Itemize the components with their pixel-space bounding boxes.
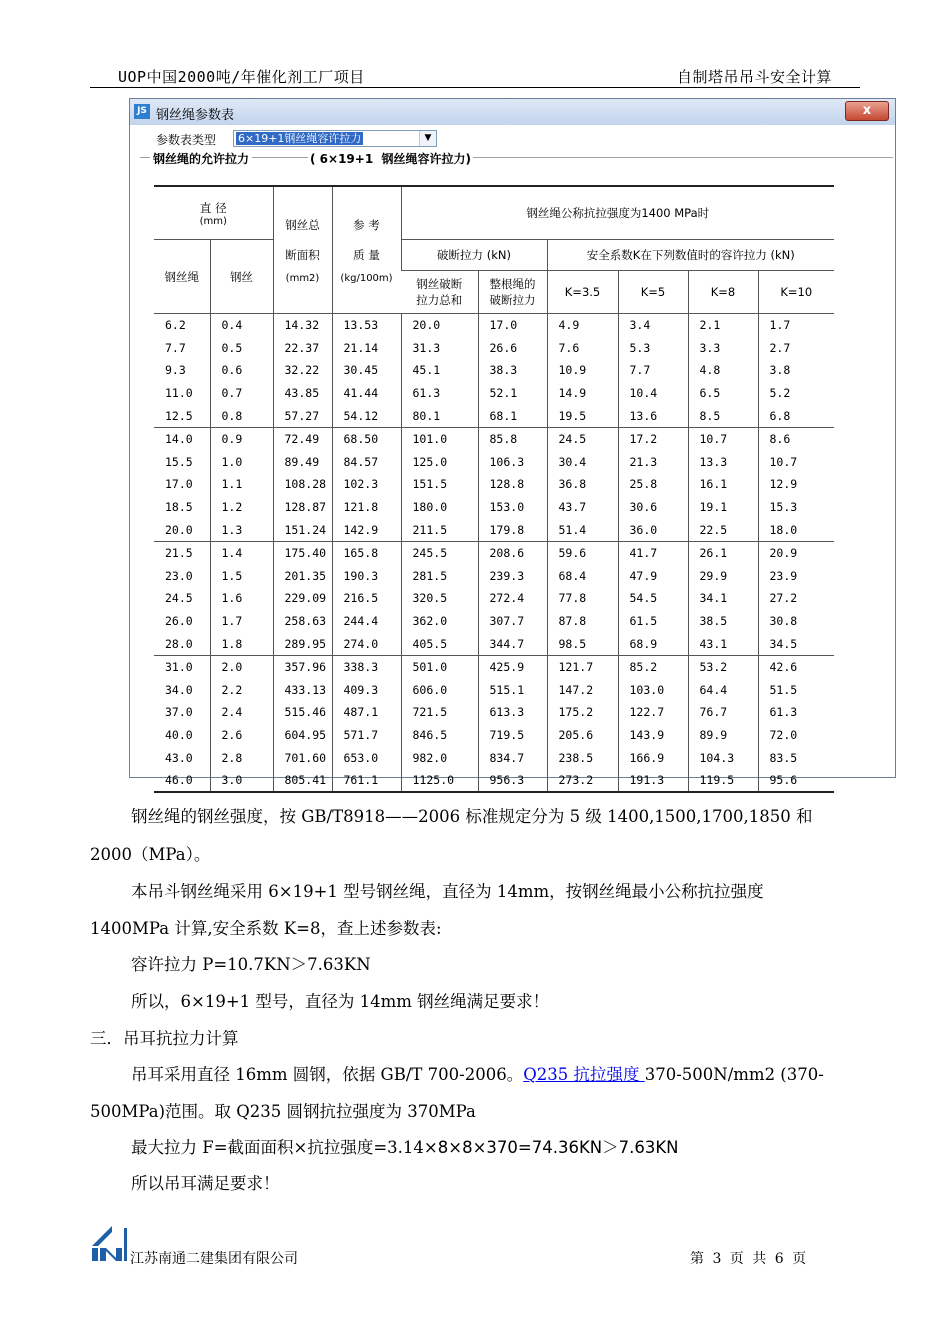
table-cell: 85.8 (478, 427, 547, 450)
rope-tension-table (154, 185, 834, 793)
table-row (154, 769, 834, 793)
table-cell: 13.6 (618, 404, 688, 427)
paragraph-max-tension: 最大拉力 F=截面面积×抗拉强度=3.14×8×8×370=74.36KN＞7.63KN (131, 1138, 679, 1157)
type-label: 参数表类型 (156, 133, 217, 147)
table-cell: 34.5 (758, 632, 834, 655)
table-cell: 6.2 (165, 318, 186, 333)
table-cell: 31.0 (165, 660, 193, 675)
table-cell: 1.5 (210, 565, 273, 588)
table-cell: 95.6 (758, 769, 834, 793)
table-cell: 11.0 (165, 386, 193, 401)
group-title: 钢丝绳的允许拉力 (150, 150, 252, 167)
table-cell: 281.5 (401, 565, 478, 588)
table-cell: 0.8 (210, 404, 273, 427)
table-cell: 13.3 (688, 451, 758, 474)
paragraph-lug-material-cont: 500MPa)范围。取 Q235 圆钢抗拉强度为 370MPa (90, 1102, 476, 1121)
table-cell: 14.0 (165, 432, 193, 447)
table-cell: 57.27 (273, 404, 332, 427)
header-break-sum: 钢丝破断 拉力总和 (401, 271, 478, 314)
table-cell: 405.5 (401, 632, 478, 655)
table-cell: 6.5 (688, 382, 758, 405)
table-cell: 121.7 (547, 655, 618, 678)
table-cell: 61.3 (758, 701, 834, 724)
table-cell: 83.5 (758, 746, 834, 769)
table-cell: 61.3 (401, 382, 478, 405)
table-cell: 3.3 (688, 337, 758, 360)
table-cell: 103.0 (618, 679, 688, 702)
table-row (154, 701, 834, 724)
table-row (154, 496, 834, 519)
header-wire: 钢丝 (210, 240, 273, 314)
table-row (154, 359, 834, 382)
table-cell: 22.37 (273, 337, 332, 360)
table-cell: 24.5 (165, 591, 193, 606)
table-cell: 72.0 (758, 724, 834, 747)
table-cell: 80.1 (401, 404, 478, 427)
table-cell: 20.0 (154, 518, 210, 541)
table-row (154, 518, 834, 541)
table-cell: 51.5 (758, 679, 834, 702)
table-cell: 47.9 (618, 565, 688, 588)
table-cell: 1.4 (210, 541, 273, 564)
table-row (154, 632, 834, 655)
table-cell: 357.96 (273, 655, 332, 678)
table-cell: 142.9 (332, 518, 401, 541)
table-row (154, 746, 834, 769)
table-cell: 338.3 (332, 655, 401, 678)
table-cell: 37.0 (165, 705, 193, 720)
table-row (154, 565, 834, 588)
type-select[interactable] (233, 130, 437, 147)
table-row (154, 679, 834, 702)
table-cell: 2.0 (210, 655, 273, 678)
table-cell: 433.13 (273, 679, 332, 702)
table-cell: 51.4 (547, 518, 618, 541)
header-k5: K=5 (618, 271, 688, 314)
table-cell: 2.4 (210, 701, 273, 724)
group-divider (140, 157, 893, 158)
table-cell: 26.1 (688, 541, 758, 564)
table-cell: 1.0 (210, 451, 273, 474)
table-cell: 41.7 (618, 541, 688, 564)
table-cell: 761.1 (332, 769, 401, 793)
table-cell: 68.1 (478, 404, 547, 427)
table-cell: 72.49 (273, 427, 332, 450)
table-cell: 1.7 (758, 314, 834, 337)
table-cell: 211.5 (401, 518, 478, 541)
table-cell: 41.44 (332, 382, 401, 405)
header-doc-title: 自制塔吊吊斗安全计算 (676, 68, 832, 86)
table-cell: 23.0 (165, 568, 193, 583)
table-row (154, 337, 834, 360)
table-cell: 10.7 (688, 427, 758, 450)
table-cell: 425.9 (478, 655, 547, 678)
table-cell: 1.7 (210, 610, 273, 633)
table-cell: 165.8 (332, 541, 401, 564)
paragraph-rope-choice: 本吊斗钢丝绳采用 6×19+1 型号钢丝绳，直径为 14mm，按钢丝绳最小公称抗拉强度 (131, 882, 764, 901)
table-cell: 54.5 (618, 587, 688, 610)
table-cell: 23.9 (758, 565, 834, 588)
table-cell: 238.5 (547, 746, 618, 769)
header-diameter: 直 径 (mm) (154, 186, 273, 240)
table-cell: 244.4 (332, 610, 401, 633)
q235-strength-link[interactable]: Q235 抗拉强度 (523, 1065, 645, 1084)
table-cell: 3.0 (210, 769, 273, 793)
table-cell: 320.5 (401, 587, 478, 610)
table-cell: 344.7 (478, 632, 547, 655)
table-cell: 16.1 (688, 473, 758, 496)
table-cell: 258.63 (273, 610, 332, 633)
header-rope: 钢丝绳 (154, 240, 210, 314)
table-cell: 38.5 (688, 610, 758, 633)
table-cell: 19.5 (547, 404, 618, 427)
table-cell: 362.0 (401, 610, 478, 633)
table-cell: 719.5 (478, 724, 547, 747)
window-titlebar[interactable] (130, 99, 895, 125)
table-cell: 30.4 (547, 451, 618, 474)
table-cell: 40.0 (165, 727, 193, 742)
table-cell: 245.5 (401, 541, 478, 564)
table-cell: 956.3 (478, 769, 547, 793)
table-cell: 604.95 (273, 724, 332, 747)
company-logo-icon (90, 1224, 128, 1262)
header-safe-factor: 安全系数K在下列数值时的容许拉力 (kN) (547, 240, 834, 271)
table-cell: 1.8 (210, 632, 273, 655)
table-cell: 43.7 (547, 496, 618, 519)
header-project: UOP中国2000吨/年催化剂工厂项目 (118, 68, 365, 86)
header-break-whole: 整根绳的 破断拉力 (478, 271, 547, 314)
table-cell: 36.0 (618, 518, 688, 541)
table-cell: 487.1 (332, 701, 401, 724)
table-cell: 30.45 (332, 359, 401, 382)
table-cell: 0.7 (210, 382, 273, 405)
table-row (154, 610, 834, 633)
header-strength: 钢丝绳公称抗拉强度为1400 MPa时 (401, 186, 834, 240)
table-cell: 42.6 (758, 655, 834, 678)
table-cell: 64.4 (688, 679, 758, 702)
paragraph-lug-material: 吊耳采用直径 16mm 圆钢，依据 GB/T 700-2006。Q235 抗拉强度 370-500N/mm2 (370- (131, 1065, 824, 1084)
table-cell: 89.9 (688, 724, 758, 747)
table-row (154, 587, 834, 610)
table-cell: 10.4 (618, 382, 688, 405)
table-row (154, 655, 834, 678)
paragraph-strength-grades: 钢丝绳的钢丝强度，按 GB/T8918——2006 标准规定分为 5 级 1400,1500,1700,1850 和 (131, 807, 813, 826)
table-cell: 982.0 (401, 746, 478, 769)
table-cell: 98.5 (547, 632, 618, 655)
table-cell: 43.85 (273, 382, 332, 405)
table-cell: 102.3 (332, 473, 401, 496)
table-cell: 53.2 (688, 655, 758, 678)
table-cell: 43.1 (688, 632, 758, 655)
table-row (154, 724, 834, 747)
table-cell: 52.1 (478, 382, 547, 405)
rope-parameter-window (129, 98, 896, 788)
table-cell: 606.0 (401, 679, 478, 702)
paragraph-rope-choice-cont: 1400MPa 计算,安全系数 K=8，查上述参数表: (90, 919, 442, 938)
table-cell: 216.5 (332, 587, 401, 610)
table-cell: 653.0 (332, 746, 401, 769)
table-cell: 13.53 (332, 314, 401, 337)
table-cell: 175.40 (273, 541, 332, 564)
table-cell: 18.5 (165, 500, 193, 515)
table-cell: 31.3 (401, 337, 478, 360)
table-cell: 205.6 (547, 724, 618, 747)
table-cell: 87.8 (547, 610, 618, 633)
table-cell: 34.0 (165, 682, 193, 697)
header-k8: K=8 (688, 271, 758, 314)
type-select-value: 6×19+1钢丝绳容许拉力 (238, 132, 362, 145)
table-cell: 14.9 (547, 382, 618, 405)
table-cell: 846.5 (401, 724, 478, 747)
table-cell: 20.0 (401, 314, 478, 337)
table-cell: 18.0 (758, 518, 834, 541)
table-cell: 7.6 (547, 337, 618, 360)
table-cell: 151.5 (401, 473, 478, 496)
table-cell: 61.5 (618, 610, 688, 633)
table-cell: 43.0 (165, 750, 193, 765)
table-cell: 175.2 (547, 701, 618, 724)
table-row (154, 451, 834, 474)
table-cell: 28.0 (154, 632, 210, 655)
table-cell: 84.57 (332, 451, 401, 474)
table-cell: 5.2 (758, 382, 834, 405)
table-cell: 2.1 (688, 314, 758, 337)
table-cell: 128.8 (478, 473, 547, 496)
table-cell: 805.41 (273, 769, 332, 793)
table-cell: 38.3 (478, 359, 547, 382)
table-cell: 46.0 (154, 769, 210, 793)
chevron-down-icon[interactable]: ▼ (419, 131, 436, 146)
header-rule (90, 87, 860, 88)
table-cell: 89.49 (273, 451, 332, 474)
header-k10: K=10 (758, 271, 834, 314)
table-cell: 76.7 (688, 701, 758, 724)
table-cell: 6.8 (758, 404, 834, 427)
table-row (154, 404, 834, 427)
table-cell: 68.9 (618, 632, 688, 655)
table-cell: 12.5 (154, 404, 210, 427)
table-cell: 19.1 (688, 496, 758, 519)
table-cell: 1.1 (210, 473, 273, 496)
table-cell: 32.22 (273, 359, 332, 382)
table-cell: 2.2 (210, 679, 273, 702)
table-cell: 515.46 (273, 701, 332, 724)
table-cell: 166.9 (618, 746, 688, 769)
table-cell: 21.3 (618, 451, 688, 474)
table-cell: 17.2 (618, 427, 688, 450)
table-cell: 613.3 (478, 701, 547, 724)
table-cell: 26.6 (478, 337, 547, 360)
table-row (154, 473, 834, 496)
section-heading-lug: 三．吊耳抗拉力计算 (90, 1029, 239, 1048)
table-cell: 30.6 (618, 496, 688, 519)
table-cell: 34.1 (688, 587, 758, 610)
table-cell: 501.0 (401, 655, 478, 678)
table-cell: 3.4 (618, 314, 688, 337)
table-cell: 119.5 (688, 769, 758, 793)
header-mass: 参 考 质 量 (kg/100m) (332, 186, 401, 314)
table-cell: 68.4 (547, 565, 618, 588)
table-cell: 289.95 (273, 632, 332, 655)
table-cell: 77.8 (547, 587, 618, 610)
table-cell: 701.60 (273, 746, 332, 769)
table-cell: 721.5 (401, 701, 478, 724)
table-cell: 4.8 (688, 359, 758, 382)
footer-page-number: 第 3 页 共 6 页 (690, 1251, 807, 1267)
table-cell: 59.6 (547, 541, 618, 564)
table-cell: 20.9 (758, 541, 834, 564)
table-cell: 571.7 (332, 724, 401, 747)
header-k35: K=3.5 (547, 271, 618, 314)
table-cell: 108.28 (273, 473, 332, 496)
table-cell: 22.5 (688, 518, 758, 541)
table-cell: 151.24 (273, 518, 332, 541)
footer-company: 江苏南通二建集团有限公司 (130, 1251, 298, 1267)
table-cell: 3.8 (758, 359, 834, 382)
table-cell: 239.3 (478, 565, 547, 588)
table-cell: 24.5 (547, 427, 618, 450)
close-button[interactable]: x (845, 101, 889, 121)
table-cell: 85.2 (618, 655, 688, 678)
table-cell: 2.8 (210, 746, 273, 769)
table-cell: 1.2 (210, 496, 273, 519)
table-cell: 14.32 (273, 314, 332, 337)
table-cell: 104.3 (688, 746, 758, 769)
table-cell: 272.4 (478, 587, 547, 610)
table-cell: 12.9 (758, 473, 834, 496)
table-cell: 1.3 (210, 518, 273, 541)
table-cell: 8.6 (758, 427, 834, 450)
table-cell: 7.7 (165, 340, 186, 355)
table-cell: 0.6 (210, 359, 273, 382)
app-icon: JS (134, 104, 150, 119)
table-cell: 125.0 (401, 451, 478, 474)
table-cell: 45.1 (401, 359, 478, 382)
header-break: 破断拉力 (kN) (401, 240, 547, 271)
table-cell: 515.1 (478, 679, 547, 702)
table-cell: 128.87 (273, 496, 332, 519)
rope-table-body (154, 314, 834, 793)
table-cell: 5.3 (618, 337, 688, 360)
table-cell: 180.0 (401, 496, 478, 519)
table-cell: 7.7 (618, 359, 688, 382)
table-row (154, 382, 834, 405)
table-cell: 179.8 (478, 518, 547, 541)
table-cell: 36.8 (547, 473, 618, 496)
table-cell: 0.4 (210, 314, 273, 337)
table-cell: 17.0 (478, 314, 547, 337)
table-cell: 29.9 (688, 565, 758, 588)
table-cell: 201.35 (273, 565, 332, 588)
table-cell: 10.9 (547, 359, 618, 382)
table-cell: 0.9 (210, 427, 273, 450)
table-row (154, 427, 834, 450)
paragraph-strength-grades-cont: 2000（MPa）。 (90, 845, 211, 864)
table-cell: 15.3 (758, 496, 834, 519)
table-cell: 273.2 (547, 769, 618, 793)
table-cell: 30.8 (758, 610, 834, 633)
table-cell: 229.09 (273, 587, 332, 610)
table-cell: 143.9 (618, 724, 688, 747)
table-cell: 15.5 (165, 454, 193, 469)
table-cell: 208.6 (478, 541, 547, 564)
table-cell: 2.7 (758, 337, 834, 360)
table-cell: 409.3 (332, 679, 401, 702)
table-cell: 147.2 (547, 679, 618, 702)
table-cell: 121.8 (332, 496, 401, 519)
table-cell: 153.0 (478, 496, 547, 519)
paragraph-rope-conclusion: 所以，6×19+1 型号，直径为 14mm 钢丝绳满足要求！ (131, 992, 550, 1011)
table-cell: 307.7 (478, 610, 547, 633)
table-cell: 190.3 (332, 565, 401, 588)
table-cell: 274.0 (332, 632, 401, 655)
table-cell: 9.3 (165, 363, 186, 378)
table-cell: 834.7 (478, 746, 547, 769)
table-cell: 68.50 (332, 427, 401, 450)
table-cell: 26.0 (165, 614, 193, 629)
table-cell: 191.3 (618, 769, 688, 793)
table-cell: 101.0 (401, 427, 478, 450)
table-cell: 2.6 (210, 724, 273, 747)
table-cell: 54.12 (332, 404, 401, 427)
table-cell: 21.5 (165, 546, 193, 561)
table-cell: 4.9 (547, 314, 618, 337)
paragraph-allowable-tension: 容许拉力 P=10.7KN＞7.63KN (131, 955, 371, 974)
table-cell: 106.3 (478, 451, 547, 474)
table-cell: 1.6 (210, 587, 273, 610)
paragraph-lug-conclusion: 所以吊耳满足要求！ (131, 1174, 280, 1193)
table-cell: 27.2 (758, 587, 834, 610)
table-cell: 25.8 (618, 473, 688, 496)
table-cell: 21.14 (332, 337, 401, 360)
table-cell: 10.7 (758, 451, 834, 474)
table-row (154, 314, 834, 337)
table-cell: 8.5 (688, 404, 758, 427)
table-cell: 0.5 (210, 337, 273, 360)
table-cell: 1125.0 (401, 769, 478, 793)
header-area: 钢丝总 断面积 (mm2) (273, 186, 332, 314)
table-cell: 17.0 (165, 477, 193, 492)
table-cell: 122.7 (618, 701, 688, 724)
window-title: 钢丝绳参数表 (156, 108, 235, 123)
table-row (154, 541, 834, 564)
group-subtitle: ( 6×19+1 钢丝绳容许拉力) (310, 152, 472, 166)
